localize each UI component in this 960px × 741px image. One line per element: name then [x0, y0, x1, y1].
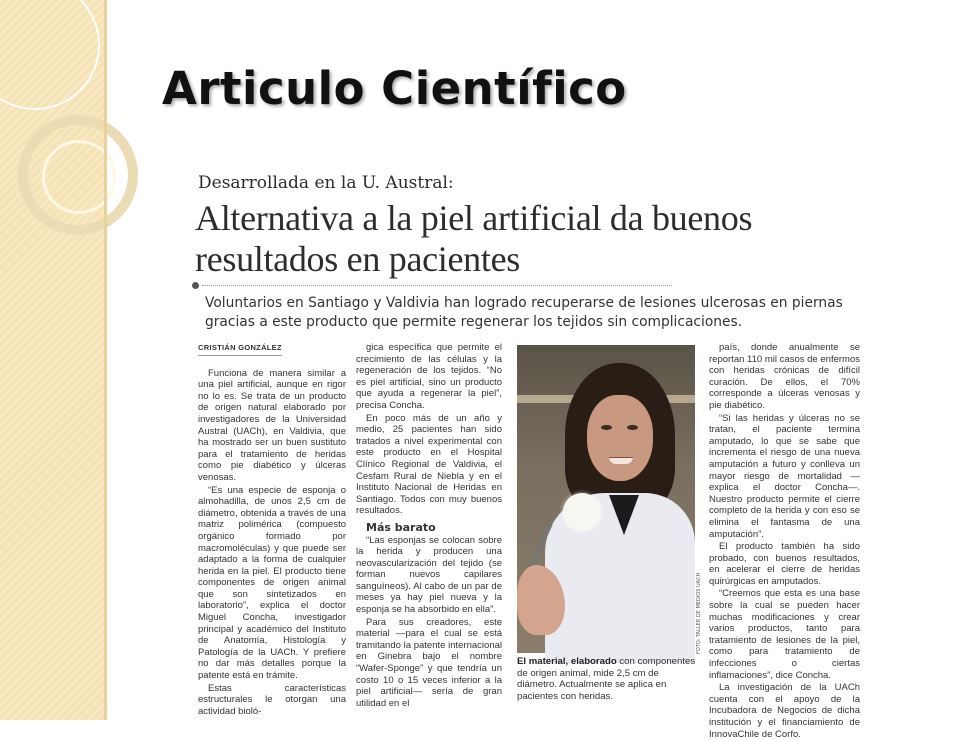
slide-title: Articulo Científico — [162, 62, 627, 115]
paragraph: país, donde anualmente se reportan 110 mil casos de enfermos con heridas crónicas de difícil curación. De ellos, el 70% corresponde a úlceras venosas y pie diabético. — [709, 342, 860, 411]
paragraph: El producto también ha sido probado, con buenos resultados, en acelerar el cierre de heridas quirúrgicas en amputados. — [709, 541, 860, 587]
photo-eye — [601, 425, 612, 430]
bullet-dot — [192, 282, 199, 289]
subheading: Más barato — [366, 520, 436, 534]
band-edge — [104, 0, 107, 720]
article-column-2 — [356, 342, 502, 710]
paragraph: Funciona de manera similar a una piel artificial, aunque en rigor no lo es. Se trata de un producto de origen natural elaborado por investigadores de la Universidad Austral (UACh), en Valdivia, que ha mostrado ser un buen sustituto para el tratamiento de heridas como pie diabético y úlceras venosas. — [198, 367, 346, 483]
article-column-3 — [709, 342, 860, 741]
decorative-circle — [0, 0, 100, 110]
article-photo — [517, 345, 695, 653]
photo-caption — [517, 656, 697, 702]
paragraph: “Si las heridas y úlceras no se tratan, el paciente termina amputado, lo que se sabe que incrementa el riesgo de una nueva amputación a futuro y conlleva un mayor riesgo de mortalidad —explica el doctor Concha—. Nuestro producto permite el cierre completo de la herida y con eso se elimina el fantasma de una amputación”. — [709, 412, 860, 540]
paragraph: En poco más de un año y medio, 25 pacientes han sido tratados a nivel experimental con este producto en el Hospital Clínico Regional de Valdivia, el Cesfam Rural de Niebla y en el Instituto Nacional de Heridas en Santiago. Todos con muy buenos resultados. — [356, 412, 502, 517]
byline: CRISTIÁN GONZÁLEZ — [198, 342, 282, 356]
photo-sponge-disc — [563, 493, 601, 531]
paragraph: “Las esponjas se colocan sobre la herida y producen una neovascularización del tejido (se forman nuevos capilares sanguíneos). Al cabo de un par de meses ya hay piel nueva y la esponja se ha absorbido en ella”. — [356, 534, 502, 616]
decorative-side-band — [0, 0, 104, 720]
photo-mouth — [609, 457, 633, 464]
article-deck: Voluntarios en Santiago y Valdivia han logrado recuperarse de lesiones ulcerosas en piernas gracias a este producto que permite regenerar los tejidos sin complicaciones. — [205, 295, 843, 330]
paragraph: La investigación de la UACh cuenta con el apoyo de la Incubadora de Negocios de dicha institución y el financiamiento de InnovaChile de Corfo. — [709, 682, 860, 740]
article-column-1 — [198, 342, 346, 718]
photo-eye — [627, 425, 638, 430]
paragraph: “Creemos que esta es una base sobre la cual se pueden hacer muchas modificaciones y crear varios productos, tanto para tratamiento de lesiones de la piel, como para tratamiento de infecciones o ciertas inflamaciones”, dice Concha. — [709, 588, 860, 681]
photo-credit: FOTO: TALLER DE MEDIOS UACH — [696, 572, 702, 654]
paragraph: “Es una especie de esponja o almohadilla, de unos 2,5 cm de diámetro, obtenida a través de una matriz polimérica (compuesto orgánico formado por macromoléculas) y que puede ser adaptado a la forma de cualquier herida en la piel. El producto tiene componentes de origen animal que son sintetizados en laboratorio”, explica el doctor Miguel Concha, investigador principal y académico del Instituto de Anatomía, Histología y Patología de la UACh. Y prefiere no dar más detalles porque la patente está en trámite. — [198, 484, 346, 682]
paragraph: gica específica que permite el crecimiento de las células y la regeneración de los tejidos. “No es piel artificial, sino un producto que ayuda a regenerar la piel”, precisa Concha. — [356, 342, 502, 411]
article-headline: Alternativa a la piel artificial da buenos resultados en pacientes — [195, 198, 753, 279]
dotted-rule — [202, 285, 672, 286]
photo-face — [587, 395, 653, 481]
paragraph: Estas características estructurales le otorgan una actividad bioló- — [198, 682, 346, 717]
paragraph: Para sus creadores, este material —para el cual se está tramitando la patente internacional en Ginebra bajo el nombre “Wafer-Sponge” y que tendría un costo 10 o 15 veces inferior a la piel artificial— sería de gran utilidad en el — [356, 616, 502, 709]
caption-text: con componentes de origen animal, mide 2,5 cm de diámetro. Actualmente se aplica en pacientes con heridas. — [517, 656, 696, 702]
newspaper-clipping — [190, 168, 870, 740]
caption-lead: El material, elaborado — [517, 656, 617, 667]
article-kicker: Desarrollada en la U. Austral: — [198, 173, 454, 193]
